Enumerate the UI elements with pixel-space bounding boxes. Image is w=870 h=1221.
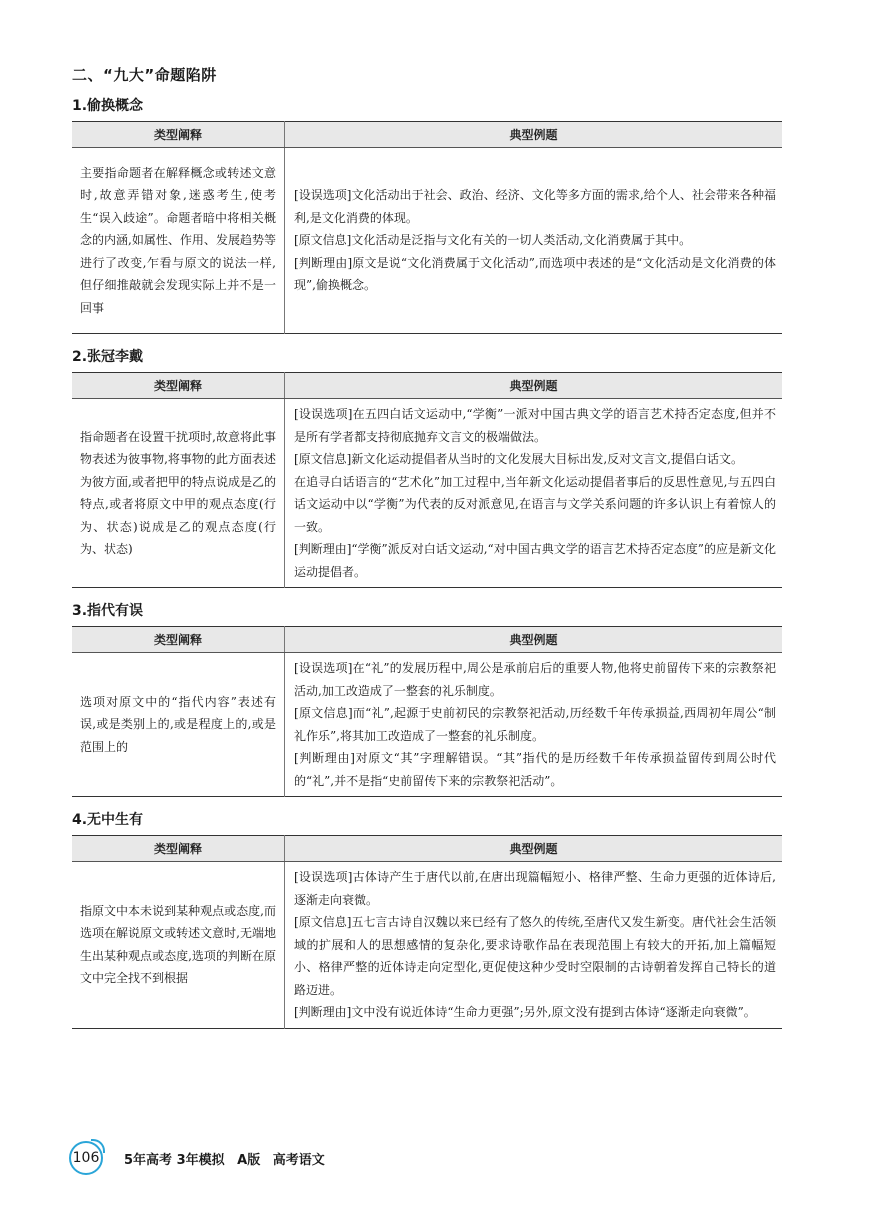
trap-2-table: [72, 372, 782, 588]
trap-1-description: 主要指命题者在解释概念或转述文意时,故意弄错对象,迷惑考生,使考生“误入歧途”。命题者暗中将相关概念的内涵,如属性、作用、发展趋势等进行了改变,乍看与原文的说法一样,但仔细推敲就会发现实际上并不是一回事: [72, 148, 285, 334]
trap-2-example-3: 在追寻白话语言的“艺术化”加工过程中,当年新文化运动提倡者事后的反思性意见,与五四白话文运动中以“学衡”为代表的反对派意见,在语言与文学关系问题的许多认识上有着惊人的一致。: [294, 474, 776, 534]
trap-2-examples: [285, 399, 783, 588]
footer-edition: A版: [237, 1153, 261, 1168]
table-row: [72, 148, 782, 334]
page-number: 106: [69, 1141, 103, 1175]
trap-3-example-2: [原文信息]而“礼”,起源于史前初民的宗教祭祀活动,历经数千年传承损益,西周初年周公“制礼作乐”,将其加工改造成了一整套的礼乐制度。: [294, 706, 776, 743]
trap-4-description: 指原文中本未说到某种观点或态度,而选项在解说原文或转述文意时,无端地生出某种观点或态度,选项的判断在原文中完全找不到根据: [72, 862, 285, 1029]
trap-1-example-2: [原文信息]文化活动是泛指与文化有关的一切人类活动,文化消费属于其中。: [294, 233, 692, 248]
trap-1-example-3: [判断理由]原文是说“文化消费属于文化活动”,而选项中表述的是“文化活动是文化消费的体现”,偷换概念。: [294, 255, 776, 293]
table-header-row: [72, 373, 782, 399]
trap-1-title: 1.偷换概念: [72, 98, 144, 114]
trap-4-table: [72, 835, 782, 1029]
trap-3-title: 3.指代有误: [72, 603, 144, 619]
trap-3-table: [72, 626, 782, 797]
footer-subject: 高考语文: [272, 1153, 325, 1168]
trap-4-title: 4.无中生有: [72, 812, 144, 828]
trap-2-title: 2.张冠李戴: [72, 349, 144, 365]
footer-series: 5年高考 3年模拟: [124, 1153, 225, 1168]
footer-text: [124, 1149, 333, 1168]
header-typical-example: 典型例题: [285, 627, 783, 653]
table-header-row: [72, 122, 782, 148]
header-typical-example: 典型例题: [285, 122, 783, 148]
trap-1-examples: [285, 148, 783, 334]
trap-1-table: [72, 121, 782, 334]
header-type-explanation: 类型阐释: [72, 836, 285, 862]
trap-3-example-3: [判断理由]对原文“其”字理解错误。“其”指代的是历经数千年传承损益留传到周公时代的“礼”,并不是指“史前留传下来的宗教祭祀活动”。: [294, 751, 776, 788]
page-content: [72, 64, 782, 1041]
table-header-row: [72, 627, 782, 653]
section-title: 二、“九大”命题陷阱: [72, 66, 217, 84]
table-row: [72, 399, 782, 588]
trap-1-example-1: [设误选项]文化活动出于社会、政治、经济、文化等多方面的需求,给个人、社会带来各种福利,是文化消费的体现。: [294, 188, 776, 225]
trap-2-description: 指命题者在设置干扰项时,故意将此事物表述为彼事物,将事物的此方面表述为彼方面,或者把甲的特点说成是乙的特点,或者将原文中甲的观点态度(行为、状态)说成是乙的观点态度(行为、状态): [72, 399, 285, 588]
header-typical-example: 典型例题: [285, 836, 783, 862]
header-typical-example: 典型例题: [285, 373, 783, 399]
trap-4-example-1: [设误选项]古体诗产生于唐代以前,在唐出现篇幅短小、格律严整、生命力更强的近体诗后,逐渐走向衰微。: [294, 870, 776, 907]
page-footer: [69, 1135, 429, 1175]
trap-3-example-1: [设误选项]在“礼”的发展历程中,周公是承前启后的重要人物,他将史前留传下来的宗教祭祀活动,加工改造成了一整套的礼乐制度。: [294, 661, 776, 698]
trap-2-example-2: [原文信息]新文化运动提倡者从当时的文化发展大目标出发,反对文言文,提倡白话文。: [294, 452, 743, 466]
trap-3-examples: [285, 653, 783, 797]
table-row: [72, 862, 782, 1029]
header-type-explanation: 类型阐释: [72, 627, 285, 653]
trap-3-description: 选项对原文中的“指代内容”表述有误,或是类别上的,或是程度上的,或是范围上的: [72, 653, 285, 797]
trap-2-example-4: [判断理由]“学衡”派反对白话文运动,“对中国古典文学的语言艺术持否定态度”的应是新文化运动提倡者。: [294, 542, 776, 579]
trap-4-examples: [285, 862, 783, 1029]
table-header-row: [72, 836, 782, 862]
trap-2-example-1: [设误选项]在五四白话文运动中,“学衡”一派对中国古典文学的语言艺术持否定态度,但并不是所有学者都支持彻底抛弃文言文的极端做法。: [294, 407, 776, 444]
header-type-explanation: 类型阐释: [72, 122, 285, 148]
table-row: [72, 653, 782, 797]
header-type-explanation: 类型阐释: [72, 373, 285, 399]
trap-4-example-2: [原文信息]五七言古诗自汉魏以来已经有了悠久的传统,至唐代又发生新变。唐代社会生活领域的扩展和人的思想感情的复杂化,要求诗歌作品在表现范围上有较大的开拓,加上篇幅短小、格律严整的近体诗走向定型化,更促使这种少受时空限制的古诗朝着发挥自己特长的道路迈进。: [294, 915, 776, 997]
trap-4-example-3: [判断理由]文中没有说近体诗“生命力更强”;另外,原文没有提到古体诗“逐渐走向衰微”。: [294, 1005, 756, 1019]
